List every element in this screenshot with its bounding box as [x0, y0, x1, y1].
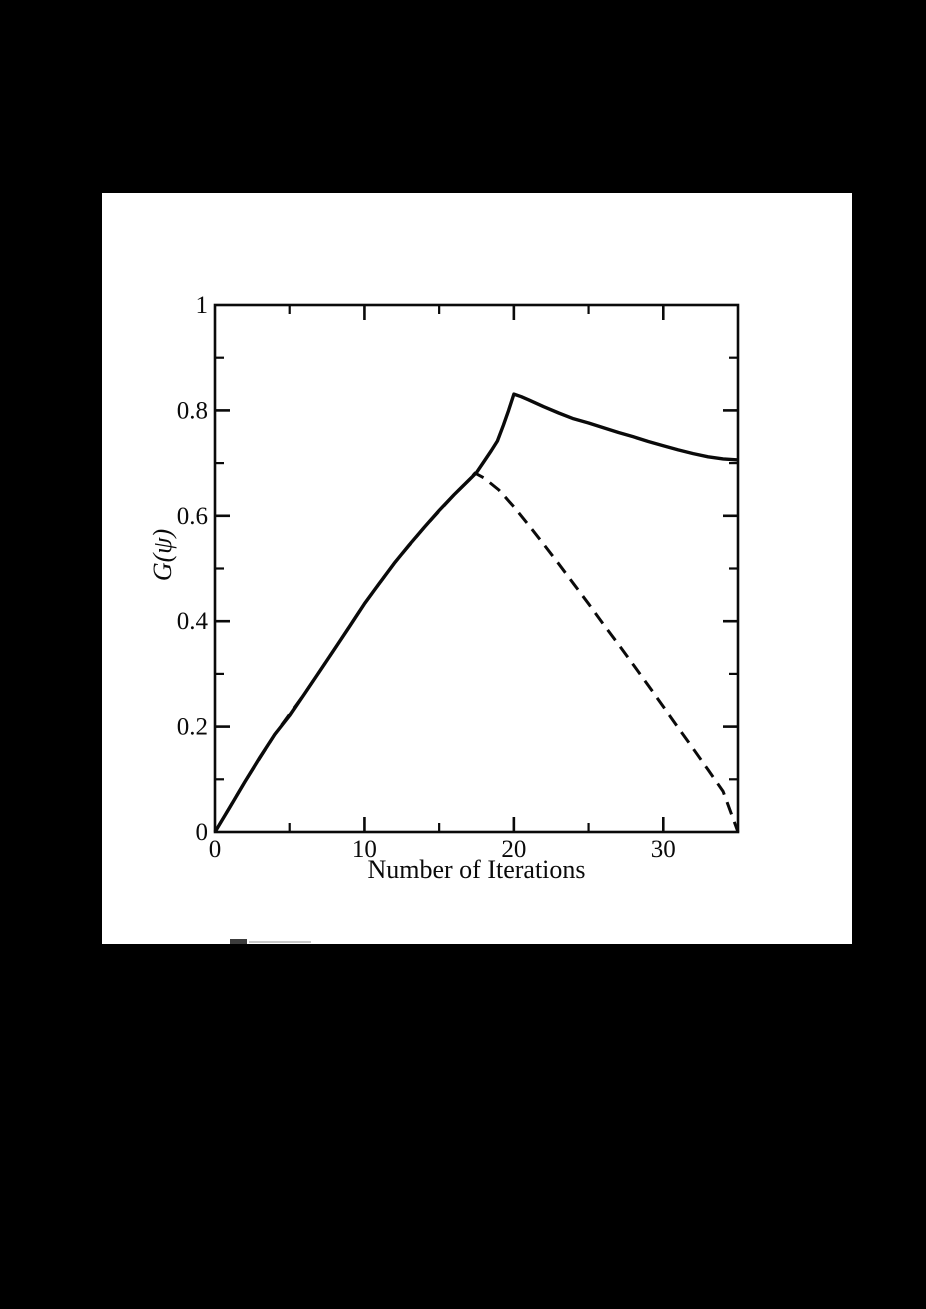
x-tick-label: 20	[501, 836, 527, 863]
x-tick-label: 10	[351, 836, 377, 863]
y-tick-label: 0.8	[176, 397, 208, 425]
cropped-caption-streak	[249, 941, 311, 943]
cropped-caption-fragment	[230, 939, 247, 944]
updated-scheme-series-line	[215, 473, 738, 832]
y-tick-label: 0.2	[176, 713, 208, 741]
x-axis-title: Number of Iterations	[367, 855, 586, 884]
baseline-scheme-series-line	[215, 394, 738, 832]
x-tick-label: 0	[208, 836, 222, 863]
line-chart	[102, 193, 852, 944]
y-axis-title: G(ψ)	[148, 528, 177, 582]
x-tick-label: 30	[650, 836, 676, 863]
y-tick-label: 0	[195, 819, 208, 846]
paper-page	[102, 193, 852, 944]
y-tick-label: 0.6	[176, 502, 208, 530]
plot-frame	[215, 305, 738, 832]
y-tick-label: 0.4	[176, 608, 208, 636]
y-tick-label: 1	[195, 292, 208, 319]
